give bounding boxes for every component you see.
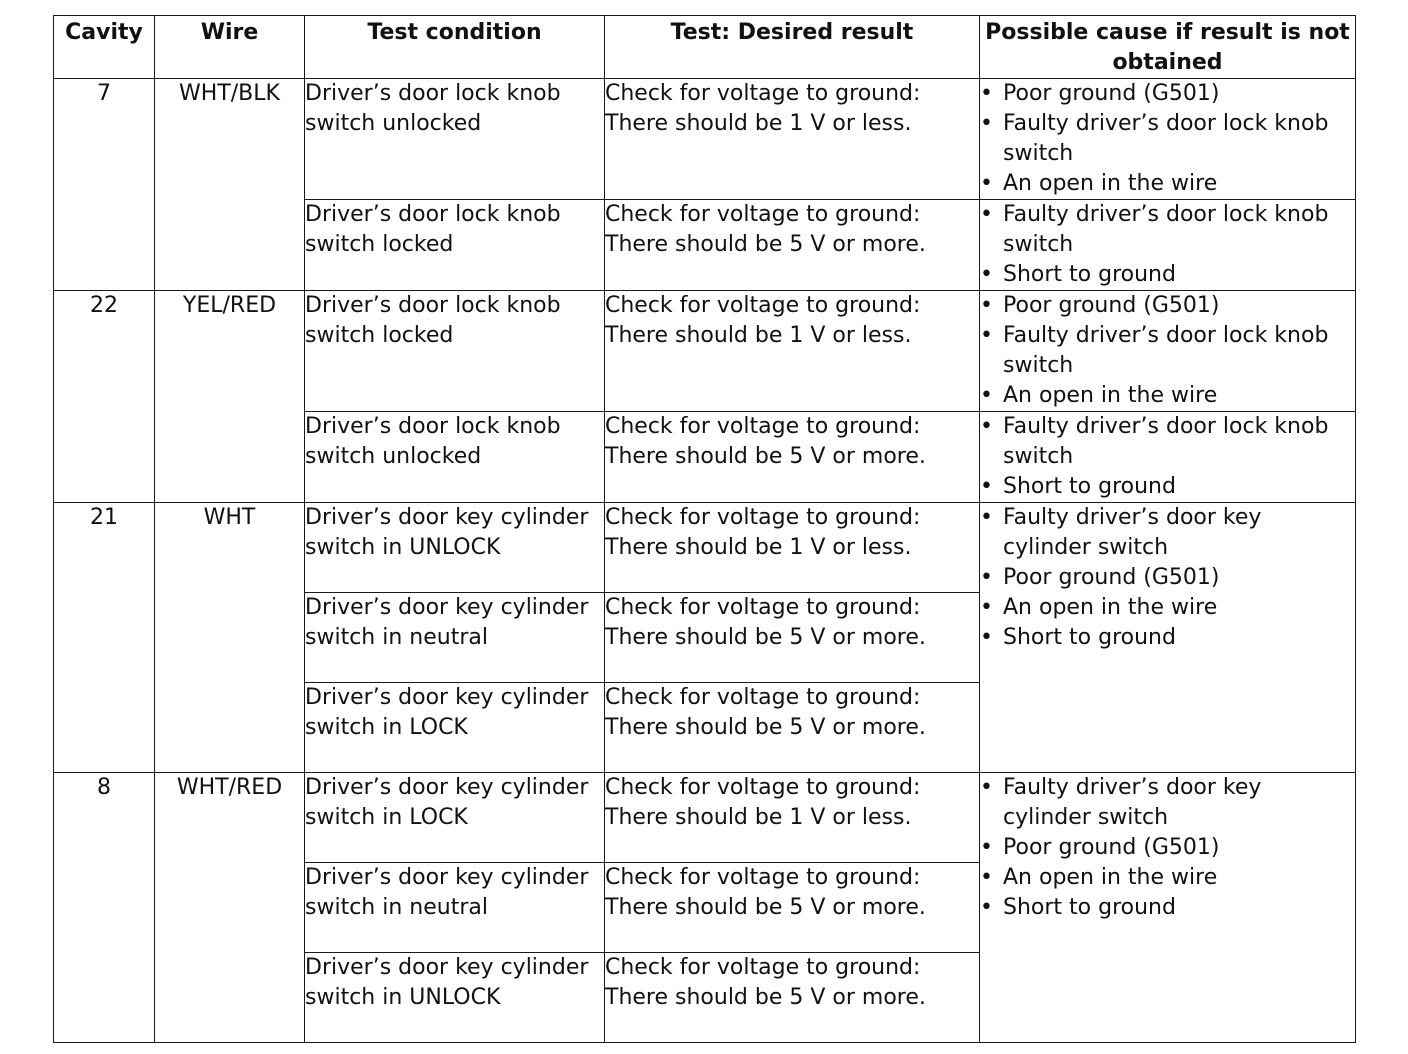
cause-text: Poor ground (G501) (1003, 565, 1220, 590)
cause-text: Faulty driver’s door lock knob switch (1003, 414, 1329, 469)
cause-item (980, 291, 1355, 321)
desired-result-cell: Check for voltage to ground: There should be 5 V or more. (605, 412, 980, 503)
desired-result-cell: Check for voltage to ground: There should be 5 V or more. (605, 683, 980, 773)
header-test-condition: Test condition (305, 16, 605, 79)
bullet-icon: • (980, 262, 993, 287)
wire-cell: YEL/RED (155, 291, 305, 503)
test-condition-cell: Driver’s door lock knob switch unlocked (305, 412, 605, 503)
bullet-icon: • (980, 595, 993, 620)
cavity-cell: 8 (54, 773, 155, 1043)
test-condition-cell: Driver’s door key cylinder switch in neutral (305, 863, 605, 953)
table-row (54, 291, 1356, 412)
cause-text: An open in the wire (1003, 865, 1218, 890)
test-condition-cell: Driver’s door key cylinder switch in neutral (305, 593, 605, 683)
wire-cell: WHT/RED (155, 773, 305, 1043)
possible-cause-cell (980, 503, 1356, 773)
desired-result-cell: Check for voltage to ground: There should be 5 V or more. (605, 200, 980, 291)
cause-item (980, 503, 1355, 563)
possible-cause-cell (980, 773, 1356, 1043)
cause-item (980, 200, 1355, 260)
test-condition-cell: Driver’s door key cylinder switch in UNLOCK (305, 953, 605, 1043)
cause-item (980, 863, 1355, 893)
cause-text: Short to ground (1003, 474, 1176, 499)
cause-item (980, 623, 1355, 653)
possible-cause-cell (980, 291, 1356, 412)
wire-cell: WHT/BLK (155, 79, 305, 291)
header-desired-result: Test: Desired result (605, 16, 980, 79)
cause-text: Faulty driver’s door key cylinder switch (1003, 775, 1262, 830)
desired-result-cell: Check for voltage to ground: There should be 1 V or less. (605, 79, 980, 200)
header-possible-cause: Possible cause if result is not obtained (980, 16, 1356, 79)
header-cavity: Cavity (54, 16, 155, 79)
test-condition-cell: Driver’s door key cylinder switch in LOCK (305, 773, 605, 863)
cause-text: An open in the wire (1003, 383, 1218, 408)
bullet-icon: • (980, 775, 993, 800)
cause-text: An open in the wire (1003, 171, 1218, 196)
cause-list (980, 773, 1355, 923)
bullet-icon: • (980, 81, 993, 106)
bullet-icon: • (980, 414, 993, 439)
cause-text: Faulty driver’s door lock knob switch (1003, 111, 1329, 166)
cause-text: Faulty driver’s door key cylinder switch (1003, 505, 1262, 560)
cause-text: An open in the wire (1003, 595, 1218, 620)
test-condition-cell: Driver’s door lock knob switch unlocked (305, 79, 605, 200)
cause-item (980, 260, 1355, 290)
cavity-cell: 22 (54, 291, 155, 503)
cause-text: Faulty driver’s door lock knob switch (1003, 323, 1329, 378)
cause-text: Poor ground (G501) (1003, 835, 1220, 860)
cause-item (980, 381, 1355, 411)
cause-list (980, 200, 1355, 290)
cause-item (980, 412, 1355, 472)
cause-text: Poor ground (G501) (1003, 81, 1220, 106)
header-wire: Wire (155, 16, 305, 79)
bullet-icon: • (980, 625, 993, 650)
cause-item (980, 773, 1355, 833)
table-row (54, 79, 1356, 200)
bullet-icon: • (980, 111, 993, 136)
bullet-icon: • (980, 565, 993, 590)
desired-result-cell: Check for voltage to ground: There should be 1 V or less. (605, 503, 980, 593)
cause-item (980, 893, 1355, 923)
bullet-icon: • (980, 895, 993, 920)
cause-item (980, 321, 1355, 381)
bullet-icon: • (980, 293, 993, 318)
bullet-icon: • (980, 835, 993, 860)
desired-result-cell: Check for voltage to ground: There should be 1 V or less. (605, 773, 980, 863)
troubleshooting-table (53, 15, 1356, 1043)
cause-text: Short to ground (1003, 625, 1176, 650)
cause-list (980, 503, 1355, 653)
desired-result-cell: Check for voltage to ground: There should be 5 V or more. (605, 953, 980, 1043)
cause-item (980, 593, 1355, 623)
test-condition-cell: Driver’s door key cylinder switch in UNLOCK (305, 503, 605, 593)
possible-cause-cell (980, 200, 1356, 291)
bullet-icon: • (980, 323, 993, 348)
cause-text: Faulty driver’s door lock knob switch (1003, 202, 1329, 257)
cause-item (980, 472, 1355, 502)
test-condition-cell: Driver’s door lock knob switch locked (305, 291, 605, 412)
cause-item (980, 563, 1355, 593)
cavity-cell: 21 (54, 503, 155, 773)
cause-text: Poor ground (G501) (1003, 293, 1220, 318)
cause-item (980, 833, 1355, 863)
cause-item (980, 79, 1355, 109)
bullet-icon: • (980, 202, 993, 227)
bullet-icon: • (980, 474, 993, 499)
desired-result-cell: Check for voltage to ground: There should be 5 V or more. (605, 863, 980, 953)
bullet-icon: • (980, 383, 993, 408)
bullet-icon: • (980, 865, 993, 890)
bullet-icon: • (980, 505, 993, 530)
cause-list (980, 412, 1355, 502)
bullet-icon: • (980, 171, 993, 196)
table-row (54, 773, 1356, 863)
test-condition-cell: Driver’s door lock knob switch locked (305, 200, 605, 291)
possible-cause-cell (980, 79, 1356, 200)
wire-cell: WHT (155, 503, 305, 773)
cavity-cell: 7 (54, 79, 155, 291)
table-row (54, 503, 1356, 593)
cause-list (980, 291, 1355, 411)
desired-result-cell: Check for voltage to ground: There should be 1 V or less. (605, 291, 980, 412)
cause-item (980, 169, 1355, 199)
cause-item (980, 109, 1355, 169)
cause-text: Short to ground (1003, 262, 1176, 287)
cause-list (980, 79, 1355, 199)
desired-result-cell: Check for voltage to ground: There should be 5 V or more. (605, 593, 980, 683)
test-condition-cell: Driver’s door key cylinder switch in LOCK (305, 683, 605, 773)
cause-text: Short to ground (1003, 895, 1176, 920)
possible-cause-cell (980, 412, 1356, 503)
header-row (54, 16, 1356, 79)
